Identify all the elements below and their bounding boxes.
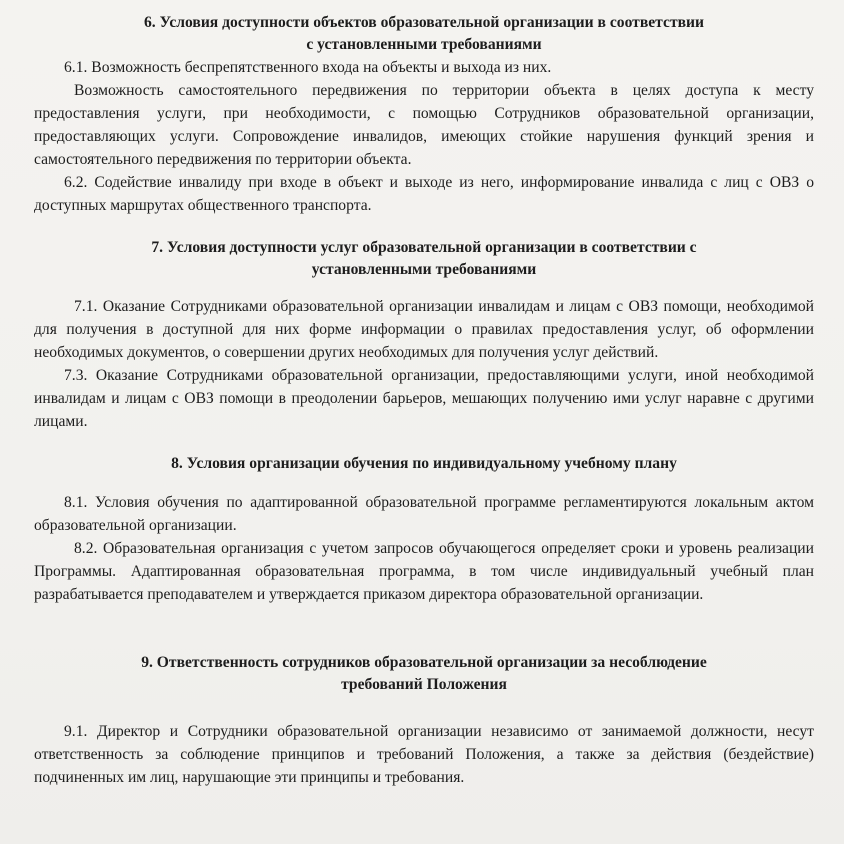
section-8-paragraph-2: 8.2. Образовательная организация с учетом запросов обучающегося определяет сроки и уровень реализации Программы. Адаптированная образовательная программа, в том числе индивидуальный учебный план разрабатывается преподавателем и утверждается приказом директора образовательной организации.: [34, 540, 814, 603]
section-6-paragraph-3: 6.2. Содействие инвалиду при входе в объект и выходе из него, информирование инвалида с лиц с ОВЗ о доступных маршрутах общественного транспорта.: [34, 174, 814, 214]
section-8-title: 8. Условия организации обучения по индивидуальному учебному плану: [171, 455, 677, 472]
section-9-title-line2: требований Положения: [341, 676, 507, 693]
section-9-title-line1: 9. Ответственность сотрудников образовательной организации за несоблюдение: [141, 654, 707, 671]
section-7-heading: [54, 237, 794, 281]
section-9-paragraph-1: 9.1. Директор и Сотрудники образовательной организации независимо от занимаемой должности, несут ответственность за соблюдение принципов и требований Положения, а также за действия (бездействие) подчиненных им лиц, нарушающие эти принципы и требования.: [34, 723, 814, 786]
section-8-heading: [54, 453, 794, 475]
section-8-paragraph-1: 8.1. Условия обучения по адаптированной образовательной программе регламентируются локальным актом образовательной организации.: [34, 494, 814, 534]
section-6-title-line2: с установленными требованиями: [306, 36, 542, 53]
section-7-paragraph-2: 7.3. Оказание Сотрудниками образовательной организации, предоставляющими услуги, иной необходимой инвалидам и лицам с ОВЗ помощи в преодолении барьеров, мешающих получению ими услуг наравне с другими лицами.: [34, 367, 814, 430]
section-7-paragraph-1: 7.1. Оказание Сотрудниками образовательной организации инвалидам и лицам с ОВЗ помощи, необходимой для получения в доступной для них форме информации о правилах предоставления услуг, об оформлении необходимых документов, о совершении других необходимых для получения услуг действий.: [34, 298, 814, 361]
section-6-heading: [54, 12, 794, 56]
section-6-title-line1: 6. Условия доступности объектов образовательной организации в соответствии: [143, 14, 705, 31]
section-7-title-line1: 7. Условия доступности услуг образовательной организации в соответствии с: [151, 239, 697, 256]
section-9-heading: [54, 652, 794, 696]
section-6-paragraph-1: 6.1. Возможность беспрепятственного входа на объекты и выхода из них.: [64, 59, 552, 76]
section-7-title-line2: установленными требованиями: [311, 261, 537, 278]
section-6-paragraph-2: Возможность самостоятельного передвижения по территории объекта в целях доступа к месту предоставления услуги, при необходимости, с помощью Сотрудников образовательной организации, предоставляющих услуги. Сопровождение инвалидов, имеющих стойкие нарушения функций зрения и самостоятельного передвижения по территории объекта.: [34, 82, 814, 168]
